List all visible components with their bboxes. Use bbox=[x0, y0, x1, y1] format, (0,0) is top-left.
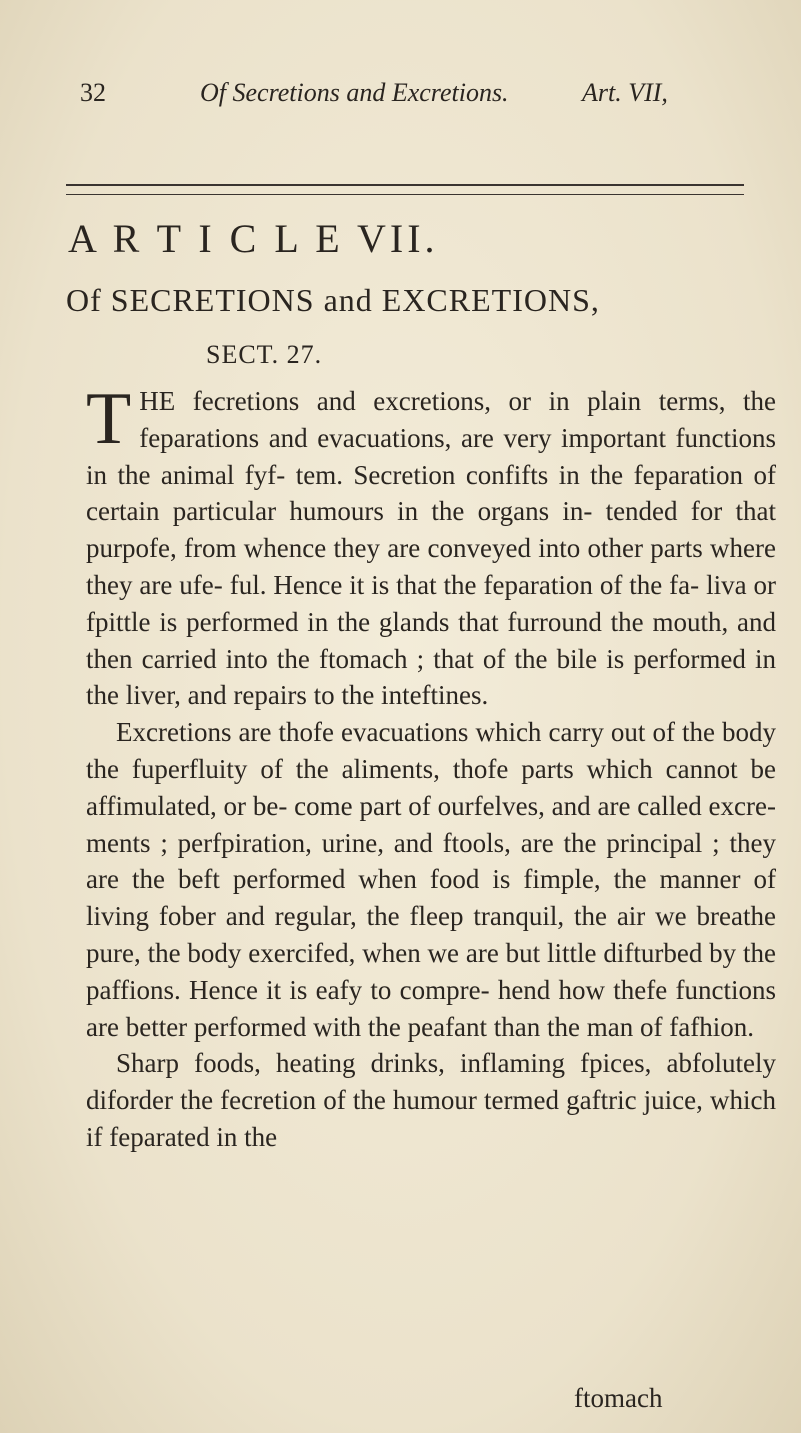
section-heading: SECT. 27. bbox=[206, 340, 323, 369]
catchword: ftomach bbox=[574, 1383, 663, 1413]
paragraph-1-text: HE fecretions and excretions, or in plain terms, the feparations and evacuations, are very important functions in the animal fyf- tem. Secretion confifts in the feparation of certain particular humours in the organs in- tended for that purpofe, from whence they are conveyed into other parts where they are ufe- ful. Hence it is that the feparation of the fa- liva or fpittle is performed in the glands that furround the mouth, and then carried into the ftomach ; that of the bile is performed in the liver, and repairs to the inteftines. bbox=[86, 386, 776, 711]
running-header bbox=[80, 78, 760, 118]
paragraph-2: Excretions are thofe evacuations which carry out of the body the fuperfluity of the aliments, thofe parts which cannot be affimulated, or be- come part of ourfelves, and are called excre- ments ; perfpiration, urine, and ftools, are the principal ; they are the beft performed when food is fimple, the manner of living fober and regular, the fleep tranquil, the air we breathe pure, the body exercifed, when we are but little difturbed by the paffions. Hence it is eafy to compre- hend how thefe functions are better performed with the peafant than the man of fafhion. bbox=[86, 717, 776, 1042]
header-rule-thick bbox=[66, 184, 744, 186]
article-reference: Art. VII, bbox=[582, 78, 668, 107]
body-text bbox=[86, 378, 776, 1156]
drop-cap: T bbox=[86, 378, 132, 460]
paragraph-3: Sharp foods, heating drinks, inflaming fpices, abfolutely diforder the fecretion of the humour termed gaftric juice, which if feparated in the bbox=[86, 1048, 776, 1152]
page-number: 32 bbox=[80, 78, 106, 107]
article-subject: Of SECRETIONS and EXCRETIONS, bbox=[66, 282, 600, 318]
header-rule-thin bbox=[66, 194, 744, 195]
running-title: Of Secretions and Excretions. bbox=[200, 78, 509, 107]
paragraph-1 bbox=[86, 378, 776, 714]
article-title: A R T I C L E VII. bbox=[68, 216, 439, 261]
